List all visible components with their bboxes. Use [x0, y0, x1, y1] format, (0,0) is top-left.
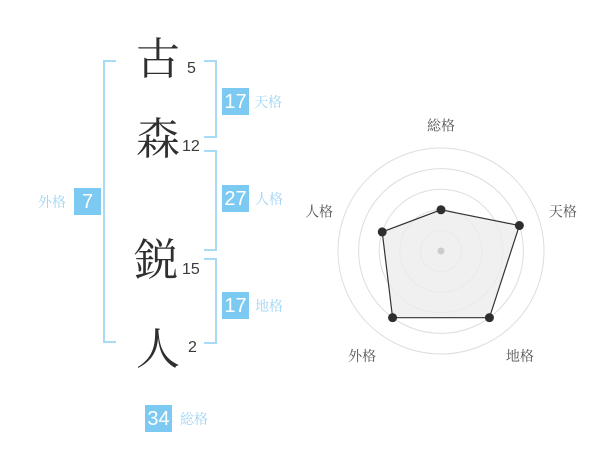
chikaku-label: 地格 [255, 298, 283, 314]
surname-char-1-strokes: 5 [187, 60, 196, 77]
axis-label: 人格 [305, 203, 334, 220]
given-char-1-strokes: 15 [182, 261, 200, 278]
chikaku-bracket [204, 258, 217, 344]
gaikaku-label: 外格 [38, 194, 66, 210]
surname-char-2-strokes: 12 [182, 138, 200, 155]
vertex-marker [378, 227, 387, 236]
surname-char-1: 古 [136, 35, 180, 84]
chikaku-value-badge: 17 [222, 292, 249, 319]
jinkaku-label: 人格 [255, 191, 283, 207]
tenkaku-value-badge: 17 [222, 88, 249, 115]
given-char-2-strokes: 2 [188, 339, 197, 356]
vertex-marker [515, 221, 524, 230]
axis-label: 地格 [505, 348, 534, 365]
radar-polygon [382, 210, 519, 318]
gaikaku-bracket [103, 60, 116, 343]
axis-label: 外格 [348, 348, 377, 365]
jinkaku-bracket [204, 150, 217, 251]
vertex-marker [485, 313, 494, 322]
vertex-marker [388, 313, 397, 322]
soukaku-label: 総格 [180, 411, 208, 427]
jinkaku-value-badge: 27 [222, 185, 249, 212]
vertex-marker [437, 205, 446, 214]
given-char-2: 人 [136, 325, 180, 374]
surname-char-2: 森 [136, 115, 180, 164]
center-dot [438, 248, 445, 255]
given-char-1: 鋭 [134, 236, 178, 285]
gaikaku-value-badge: 7 [74, 188, 101, 215]
axis-label: 天格 [548, 203, 577, 220]
radar-chart [290, 100, 600, 380]
soukaku-value-badge: 34 [145, 405, 172, 432]
tenkaku-bracket [204, 60, 217, 138]
axis-label: 総格 [427, 117, 455, 134]
radar-chart-panel [290, 100, 600, 380]
tenkaku-label: 天格 [254, 94, 282, 110]
